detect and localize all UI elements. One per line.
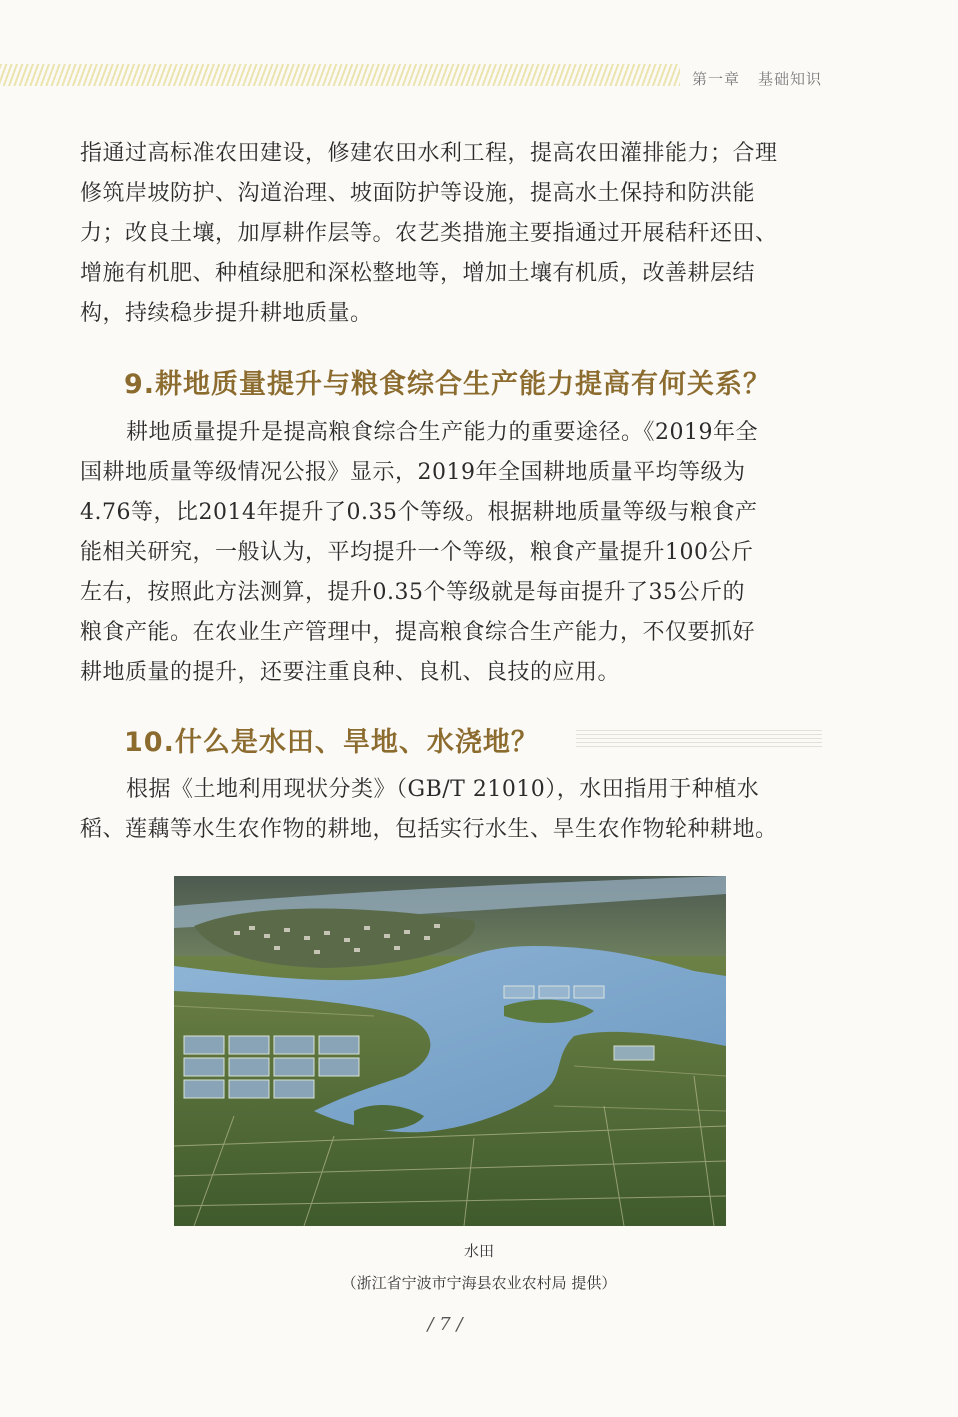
- paragraph-measures: [80, 134, 830, 334]
- text-line: 国耕地质量等级情况公报》显示，2019年全国耕地质量平均等级为: [80, 460, 746, 485]
- paragraph-quality-relation: [80, 413, 830, 693]
- paragraph-paddy-definition: [80, 770, 830, 850]
- text-line: 4.76等，比2014年提升了0.35个等级。根据耕地质量等级与粮食产: [80, 500, 758, 525]
- paddy-field-aerial-photo: [174, 876, 726, 1226]
- section-label: 基础知识: [758, 70, 823, 88]
- text-line: 修筑岸坡防护、沟道治理、坡面防护等设施，提高水土保持和防洪能: [80, 181, 756, 206]
- header-decorative-band: [0, 64, 680, 86]
- text-line: 根据《土地利用现状分类》（GB/T 21010），水田指用于种植水: [126, 777, 760, 802]
- chapter-label: 第一章: [692, 70, 741, 88]
- text-line: 能相关研究，一般认为，平均提升一个等级，粮食产量提升100公斤: [80, 540, 754, 565]
- text-line: 稻、莲藕等水生农作物的耕地，包括实行水生、旱生农作物轮种耕地。: [80, 817, 778, 842]
- text-line: 粮食产能。在农业生产管理中，提高粮食综合生产能力，不仅要抓好: [80, 620, 756, 645]
- text-line: 增施有机肥、种植绿肥和深松整地等，增加土壤有机质，改善耕层结: [80, 261, 756, 286]
- text-line: 左右，按照此方法测算，提升0.35个等级就是每亩提升了35公斤的: [80, 580, 745, 605]
- text-line: 耕地质量的提升，还要注重良种、良机、良技的应用。: [80, 660, 621, 685]
- text-line: 构，持续稳步提升耕地质量。: [80, 301, 373, 326]
- running-header: [692, 68, 840, 89]
- heading-question-9: 9.耕地质量提升与粮食综合生产能力提高有何关系？: [124, 369, 772, 400]
- text-line: 指通过高标准农田建设，修建农田水利工程，提高农田灌排能力；合理: [80, 141, 778, 166]
- figure-caption: 水田: [463, 1242, 494, 1260]
- text-line: 耕地质量提升是提高粮食综合生产能力的重要途径。《2019年全: [126, 420, 758, 445]
- page-number: / 7 /: [427, 1314, 463, 1335]
- heading-decorative-rule: [576, 730, 822, 748]
- heading-question-10: 10.什么是水田、旱地、水浇地？: [124, 727, 539, 758]
- text-line: 力；改良土壤，加厚耕作层等。农艺类措施主要指通过开展秸秆还田、: [80, 221, 778, 246]
- figure-credit: （浙江省宁波市宁海县农业农村局 提供）: [341, 1274, 617, 1292]
